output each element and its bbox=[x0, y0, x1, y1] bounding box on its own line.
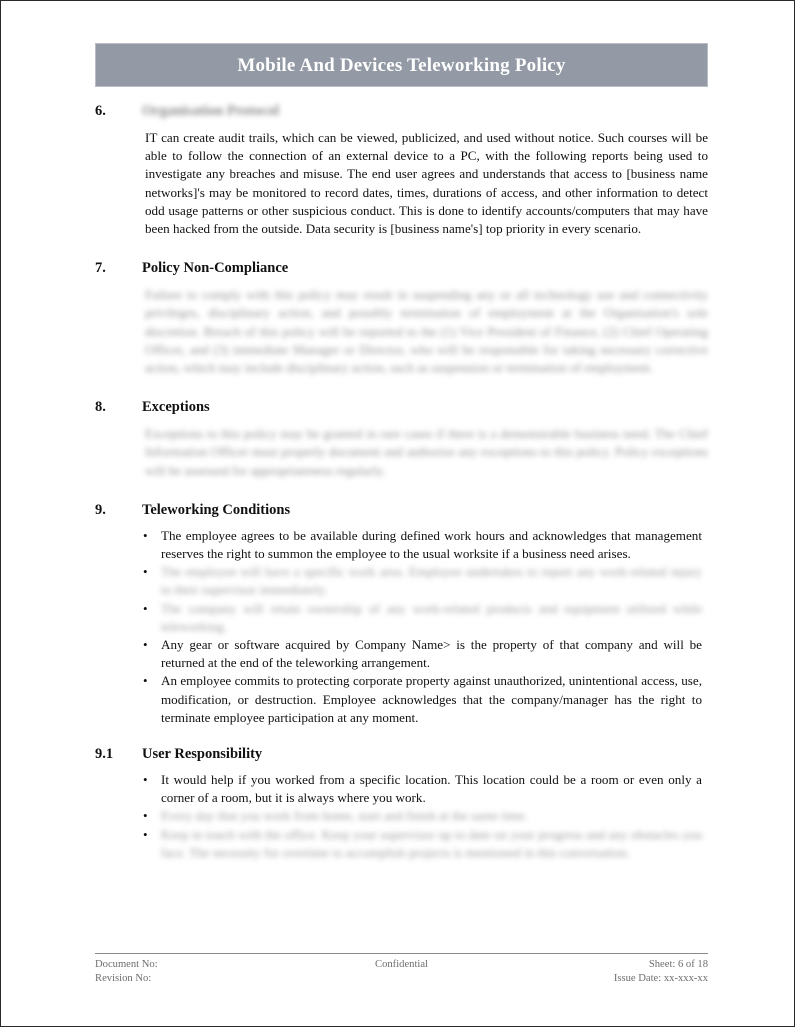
list-item bbox=[95, 636, 708, 672]
section-9-1-heading bbox=[95, 744, 708, 764]
section-9-title: Teleworking Conditions bbox=[142, 501, 291, 518]
section-6 bbox=[95, 101, 708, 238]
section-7-body: Failure to comply with this policy may result in suspending any or all technology use and connectivity privileges, disciplinary action, and possibly termination of employment at the Organisation's sole discretion. Breach of this policy will be reported to the (1) Vice President of Finance, (2) Chief Operating Officer, and (3) immediate Manager or Director, who will be responsible for taking necessary corrective action, which may include disciplinary action, such as suspension or termination of employment. bbox=[145, 287, 708, 376]
bullet-icon: • bbox=[143, 826, 148, 842]
section-6-title: Organisation Protocol bbox=[142, 103, 280, 119]
bullet-icon: • bbox=[143, 527, 148, 543]
list-item bbox=[95, 672, 708, 727]
list-item bbox=[95, 826, 708, 862]
footer-left-column bbox=[95, 958, 310, 986]
list-item bbox=[95, 807, 708, 825]
section-7-heading bbox=[95, 258, 708, 278]
footer-sheet-number: Sheet: 6 of 18 bbox=[648, 959, 708, 970]
section-9-1-title: User Responsibility bbox=[142, 746, 263, 763]
document-title-banner bbox=[95, 43, 708, 87]
section-8 bbox=[95, 397, 708, 480]
spacer bbox=[95, 238, 708, 258]
list-item bbox=[95, 563, 708, 599]
footer-issue-date: Issue Date: xx-xxx-xx bbox=[613, 973, 708, 984]
bullet-icon: • bbox=[143, 772, 148, 788]
section-6-number: 6. bbox=[95, 103, 106, 119]
list-item-text: It would help if you worked from a specific location. This location could be a room or even only a corner of a room, but it is always where you work. bbox=[161, 772, 702, 806]
section-9-number: 9. bbox=[95, 501, 106, 518]
document-body bbox=[95, 101, 708, 862]
list-item bbox=[95, 771, 708, 807]
bullet-icon: • bbox=[143, 600, 148, 616]
bullet-icon: • bbox=[143, 564, 148, 580]
list-item-text: The employee will have a specific work area. Employee undertakes to report any work-related injury to their supervisor immediately. bbox=[161, 564, 702, 598]
section-7 bbox=[95, 258, 708, 377]
section-8-body: Exceptions to this policy may be granted in rare cases if there is a demonstrable business need. The Chief Information Officer must properly document and authorize any exceptions to this policy. Policy exceptions will be assessed for appropriateness regularly. bbox=[145, 426, 708, 478]
section-8-number: 8. bbox=[95, 399, 106, 416]
list-item-text: The employee agrees to be available during defined work hours and acknowledges that management reserves the right to summon the employee to the usual worksite if a business need arises. bbox=[161, 527, 702, 562]
footer-document-no: Document No: bbox=[95, 959, 158, 970]
footer-divider bbox=[95, 953, 708, 954]
section-7-title: Policy Non-Compliance bbox=[142, 260, 289, 277]
section-9-1 bbox=[95, 744, 708, 862]
section-6-heading bbox=[95, 101, 708, 121]
section-6-body: IT can create audit trails, which can be viewed, publicized, and used without notice. Such courses will be able to follow the connection of an external device to a PC, with the following reports being used to investigate any breaches and misuse. The end user agrees and understands that access to [business name networks]'s may be monitored to record dates, times, durations of access, and other information to detect odd usage patterns or other suspicious conduct. This is done to identify accounts/computers that may have been hacked from the outside. Data security is [business name's] top priority in every scenario. bbox=[145, 130, 708, 237]
list-item-text: Keep in touch with the office. Keep your supervisor up to date on your progress and any obstacles you face. The necessity for overtime to accomplish projects is mentioned in this conversation. bbox=[161, 826, 702, 860]
list-item-text: Any gear or software acquired by Company Name> is the property of that company and will be returned at the end of the teleworking arrangement. bbox=[161, 637, 702, 671]
bullet-icon: • bbox=[143, 637, 148, 653]
spacer bbox=[95, 377, 708, 397]
section-8-heading bbox=[95, 397, 708, 417]
list-item-text: The company will retain ownership of any work-related products and equipment utilized while teleworking. bbox=[161, 600, 702, 634]
section-9-1-bullet-list bbox=[95, 771, 708, 862]
section-7-number: 7. bbox=[95, 260, 106, 277]
list-item bbox=[95, 600, 708, 636]
footer-columns bbox=[95, 958, 708, 986]
section-9 bbox=[95, 500, 708, 727]
spacer bbox=[95, 480, 708, 500]
bullet-icon: • bbox=[143, 673, 148, 689]
bullet-icon: • bbox=[143, 808, 148, 824]
footer-center-column bbox=[310, 958, 493, 986]
footer-revision-no: Revision No: bbox=[95, 973, 152, 984]
spacer bbox=[95, 727, 708, 744]
footer-right-column bbox=[493, 958, 708, 986]
section-8-title: Exceptions bbox=[142, 399, 210, 416]
page-content-area bbox=[95, 1, 708, 1028]
section-9-heading bbox=[95, 500, 708, 520]
page-footer bbox=[95, 953, 708, 986]
section-9-1-number: 9.1 bbox=[95, 746, 114, 763]
footer-classification: Confidential bbox=[375, 959, 428, 970]
section-9-bullet-list bbox=[95, 527, 708, 727]
list-item-text: An employee commits to protecting corporate property against unauthorized, unintentional access, use, modification, or destruction. Employee acknowledges that the company/manager has the right to terminate employee participation at any moment. bbox=[161, 673, 702, 725]
list-item-text: Every day that you work from home, start and finish at the same time. bbox=[161, 808, 528, 824]
list-item bbox=[95, 527, 708, 563]
page-title: Mobile And Devices Teleworking Policy bbox=[237, 54, 566, 76]
